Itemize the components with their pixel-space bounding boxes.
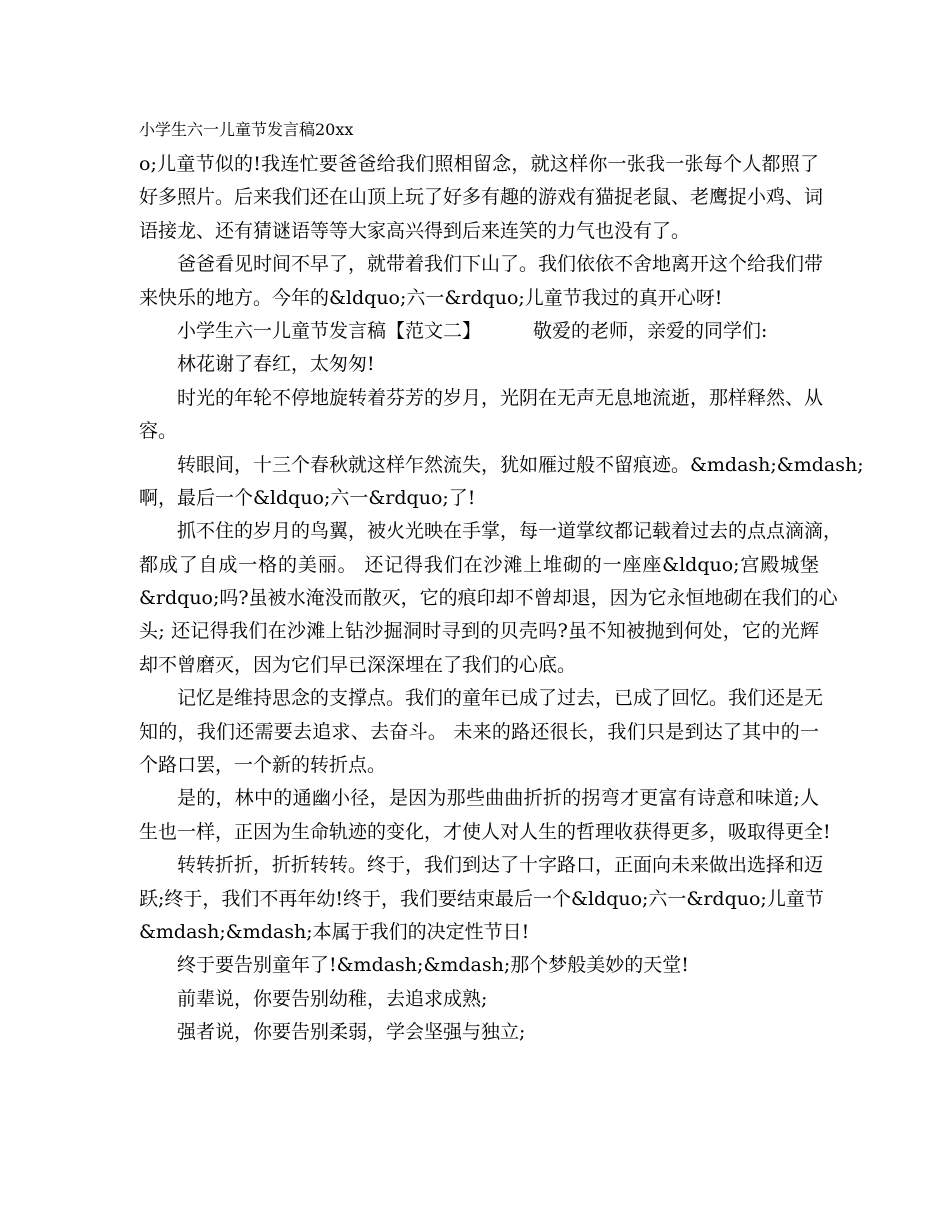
text-line: 林花谢了春红，太匆匆! [177,353,375,376]
text-line: 来快乐的地方。今年的&ldquo;六一&rdquo;儿童节我过的真开心呀! [139,286,723,309]
text-line: 记忆是维持思念的支撑点。我们的童年已成了过去，已成了回忆。我们还是无 [177,687,824,710]
text-line: &rdquo;吗?虽被水淹没而散灭，它的痕印却不曾却退，因为它永恒地砌在我们的心 [139,587,838,610]
text-line: 前辈说，你要告别幼稚，去追求成熟; [177,987,488,1010]
text-line: 语接龙、还有猜谜语等等大家高兴得到后来连笑的力气也没有了。 [139,219,691,242]
text-line: 转转折折，折折转转。终于，我们到达了十字路口，正面向未来做出选择和迈 [177,854,824,877]
text-line: 生也一样，正因为生命轨迹的变化，才使人对人生的哲理收获得更多，吸取得更全! [139,820,831,843]
text-line: 都成了自成一格的美丽。 还记得我们在沙滩上堆砌的一座座&ldquo;宫殿城堡 [139,553,819,576]
text-line: 抓不住的岁月的鸟翼，被火光映在手掌，每一道掌纹都记载着过去的点点滴滴， [177,520,843,543]
text-line: 是的，林中的通幽小径，是因为那些曲曲折折的拐弯才更富有诗意和味道;人 [177,787,819,810]
text-line: o;儿童节似的!我连忙要爸爸给我们照相留念，就这样你一张我一张每个人都照了 [139,153,819,175]
text-line: 爸爸看见时间不早了，就带着我们下山了。我们依依不舍地离开这个给我们带 [177,253,824,276]
text-line: 却不曾磨灭，因为它们早已深深埋在了我们的心底。 [139,653,577,676]
section-heading-line [139,315,819,348]
text-line: 转眼间，十三个春秋就这样乍然流失，犹如雁过般不留痕迹。&mdash;&mdash; [177,453,864,476]
section-heading: 小学生六一儿童节发言稿【范文二】 [177,319,482,342]
text-line: 跃;终于，我们不再年幼!终于，我们要结束最后一个&ldquo;六一&rdquo;儿童节 [139,887,824,910]
text-line: 个路口罢，一个新的转折点。 [139,754,387,777]
text-line: 头; 还记得我们在沙滩上钻沙掘洞时寻到的贝壳吗?虽不知被抛到何处，它的光辉 [139,620,819,643]
text-line: 容。 [139,420,178,443]
text-line: 好多照片。后来我们还在山顶上玩了好多有趣的游戏有猫捉老鼠、老鹰捉小鸡、词 [139,186,824,209]
text-line: &mdash;&mdash;本属于我们的决定性节日! [139,920,530,943]
document-body [139,148,864,1050]
text-line: 知的，我们还需要去追求、去奋斗。 未来的路还很长，我们只是到达了其中的一 [139,720,819,743]
document-title: 小学生六一儿童节发言稿20xx [139,120,354,139]
text-line: 时光的年轮不停地旋转着芬芳的岁月，光阴在无声无息地流逝，那样释然、从 [177,386,824,409]
text-line: 强者说，你要告别柔弱，学会坚强与独立; [177,1021,526,1044]
text-line: 终于要告别童年了!&mdash;&mdash;那个梦般美妙的天堂! [177,954,689,977]
text-line: 啊，最后一个&ldquo;六一&rdquo;了! [139,486,476,509]
salutation: 敬爱的老师，亲爱的同学们: [533,319,768,342]
